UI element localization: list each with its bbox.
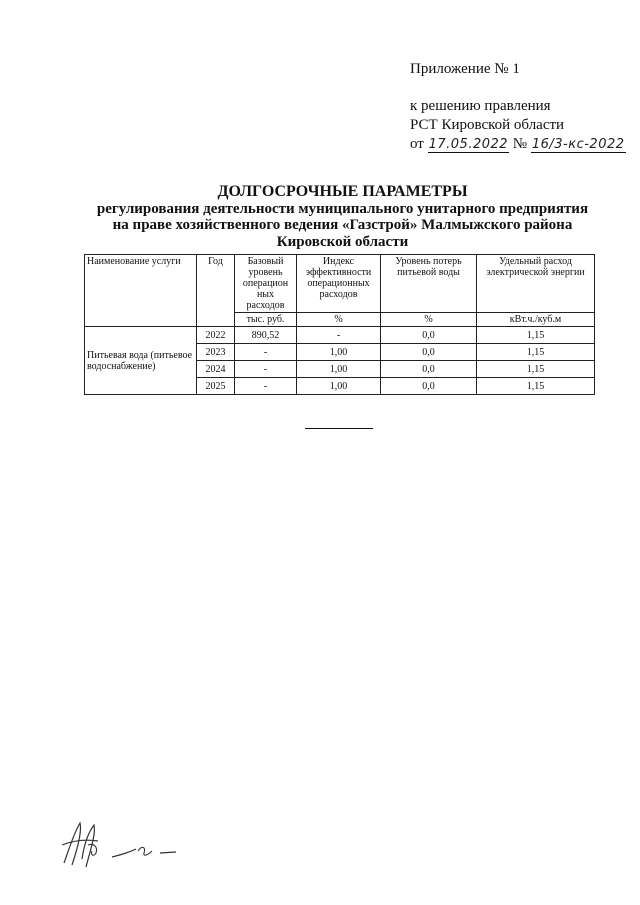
row-efficiency-index: 1,00 [297,361,381,378]
row-energy: 1,15 [477,327,595,344]
unit-loss-level: % [381,313,477,327]
header-efficiency-index: Индекс эффективности операционных расходов [297,255,381,313]
row-loss-level: 0,0 [381,344,477,361]
appendix-title: Приложение № 1 [410,61,520,77]
appendix-date-line [410,135,626,154]
header-base-level: Базовый уровень операцион ных расходов [235,255,297,313]
closing-divider [305,428,373,429]
unit-base-level: тыс. руб. [235,313,297,327]
row-year: 2025 [197,378,235,395]
parameters-table [84,254,595,395]
row-loss-level: 0,0 [381,327,477,344]
row-year: 2022 [197,327,235,344]
row-energy: 1,15 [477,378,595,395]
row-base-level: - [235,378,297,395]
row-loss-level: 0,0 [381,378,477,395]
row-year: 2023 [197,344,235,361]
row-year: 2024 [197,361,235,378]
row-base-level: - [235,344,297,361]
row-loss-level: 0,0 [381,361,477,378]
date-prefix: от [410,136,424,152]
handwritten-date: 17.05.2022 [428,137,509,152]
signature-drawing [58,815,188,875]
appendix-block [410,60,626,154]
units-year-blank [197,313,235,327]
units-service-blank [85,313,197,327]
row-base-level: 890,52 [235,327,297,344]
document-heading [75,184,610,250]
handwritten-signature [58,815,188,880]
heading-line-2: регулирования деятельности муниципального унитарного предприятия [96,200,589,217]
appendix-decision-line: к решению правления [410,98,551,114]
row-efficiency-index: 1,00 [297,344,381,361]
row-base-level: - [235,361,297,378]
header-service: Наименование услуги [85,255,197,313]
heading-line-3: на праве хозяйственного ведения «Газстрой» Малмыжского района [112,217,573,233]
row-energy: 1,15 [477,344,595,361]
header-energy: Удельный расход электрической энергии [477,255,595,313]
service-name: Питьевая вода (питьевое водоснабжение) [85,327,197,395]
row-efficiency-index: 1,00 [297,378,381,395]
row-efficiency-index: - [297,327,381,344]
header-loss-level: Уровень потерь питьевой воды [381,255,477,313]
table-header-row [85,255,595,313]
row-energy: 1,15 [477,361,595,378]
table-units-row [85,313,595,327]
header-year: Год [197,255,235,313]
number-prefix: № [512,136,528,152]
handwritten-number: 16/3-кс-2022 [531,137,625,152]
heading-line-4: Кировской области [276,233,409,250]
heading-title: ДОЛГОСРОЧНЫЕ ПАРАМЕТРЫ [217,183,468,200]
appendix-gap [410,79,626,97]
table-row [85,327,595,344]
unit-efficiency-index: % [297,313,381,327]
unit-energy: кВт.ч./куб.м [477,313,595,327]
appendix-authority-line: РСТ Кировской области [410,117,565,133]
